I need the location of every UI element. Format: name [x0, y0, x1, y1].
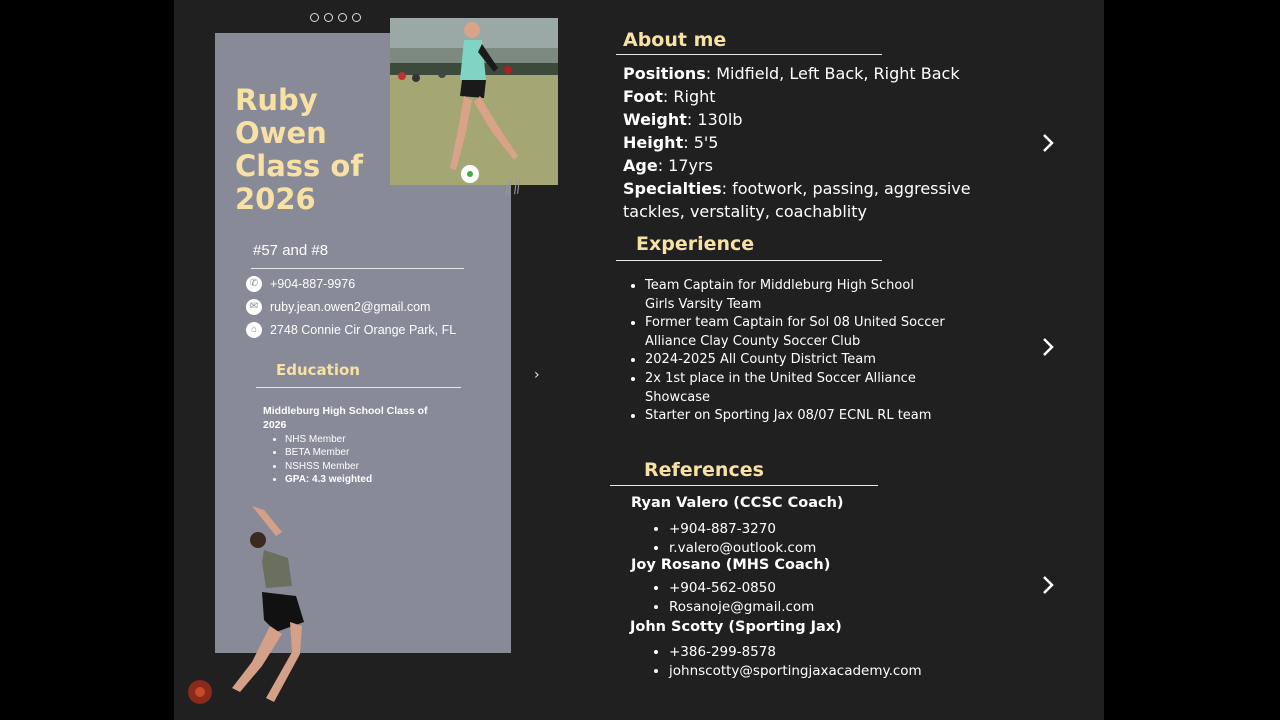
chevron-right-icon[interactable]: [1040, 574, 1056, 596]
education-item: • NHS Member: [285, 433, 372, 446]
email-icon: ✉: [246, 299, 262, 315]
email-text: ruby.jean.owen2@gmail.com: [270, 300, 431, 314]
references-heading: References: [644, 459, 764, 481]
divider: [616, 54, 882, 55]
divider: [610, 485, 878, 486]
experience-item: • Starter on Sporting Jax 08/07 ECNL RL team: [645, 407, 945, 426]
reference-phone: • +386-299-8578: [669, 643, 922, 662]
experience-item: • Former team Captain for Sol 08 United Soccer Alliance Clay County Soccer Club: [645, 314, 945, 351]
education-item: • BETA Member: [285, 446, 372, 459]
slide-dots: [310, 13, 361, 22]
experience-item: • 2x 1st place in the United Soccer Alliance Showcase: [645, 370, 945, 407]
reference-phone: • +904-562-0850: [669, 579, 814, 598]
about-row-positions: Positions: Midfield, Left Back, Right Back: [623, 64, 960, 83]
reference-email: • r.valero@outlook.com: [669, 539, 816, 558]
education-item: • NSHSS Member: [285, 460, 372, 473]
chevron-right-icon[interactable]: [1040, 132, 1056, 154]
about-row-age: Age: 17yrs: [623, 156, 713, 175]
chevron-right-icon[interactable]: ›: [534, 367, 540, 383]
phone-icon: ✆: [246, 276, 262, 292]
player-kick-figure: [182, 502, 312, 712]
experience-item: • 2024-2025 All County District Team: [645, 351, 945, 370]
experience-list: [645, 277, 945, 426]
divider: [251, 268, 464, 269]
phone-text: +904-887-9976: [270, 277, 356, 291]
about-row-specialties: Specialties: footwork, passing, aggressive tackles, verstality, coachablity: [623, 179, 971, 221]
about-row-weight: Weight: 130lb: [623, 110, 743, 129]
education-school: Middleburg High School Class of 2026: [263, 405, 428, 431]
reference-name: John Scotty (Sporting Jax): [630, 619, 842, 635]
player-action-photo: [390, 18, 558, 185]
about-heading: About me: [623, 29, 727, 51]
divider: [256, 387, 461, 388]
about-row-foot: Foot: Right: [623, 87, 716, 106]
education-list: [285, 433, 372, 486]
contact-email: [246, 299, 430, 315]
reference-contacts: [669, 579, 814, 617]
decorative-arrows: ⫽⫽: [502, 173, 524, 201]
home-icon: ⌂: [246, 322, 262, 338]
experience-item: • Team Captain for Middleburg High School Girls Varsity Team: [645, 277, 945, 314]
about-row-height: Height: 5'5: [623, 133, 719, 152]
player-name: Ruby Owen Class of 2026: [235, 83, 363, 216]
divider: [616, 260, 882, 261]
reference-name: Ryan Valero (CCSC Coach): [631, 495, 844, 511]
jersey-numbers: #57 and #8: [253, 242, 329, 259]
contact-address: [246, 322, 456, 338]
contact-phone: [246, 276, 355, 292]
reference-email: • Rosanoje@gmail.com: [669, 598, 814, 617]
address-text: 2748 Connie Cir Orange Park, FL: [270, 323, 457, 337]
education-item-gpa: • GPA: 4.3 weighted: [285, 473, 372, 486]
reference-email: • johnscotty@sportingjaxacademy.com: [669, 662, 922, 681]
slide: [174, 0, 1104, 720]
experience-heading: Experience: [636, 233, 755, 255]
chevron-right-icon[interactable]: [1040, 336, 1056, 358]
reference-phone: • +904-887-3270: [669, 520, 816, 539]
reference-contacts: [669, 643, 922, 681]
reference-name: Joy Rosano (MHS Coach): [631, 557, 831, 573]
reference-contacts: [669, 520, 816, 558]
about-body: [623, 62, 1003, 223]
education-heading: Education: [276, 361, 360, 379]
